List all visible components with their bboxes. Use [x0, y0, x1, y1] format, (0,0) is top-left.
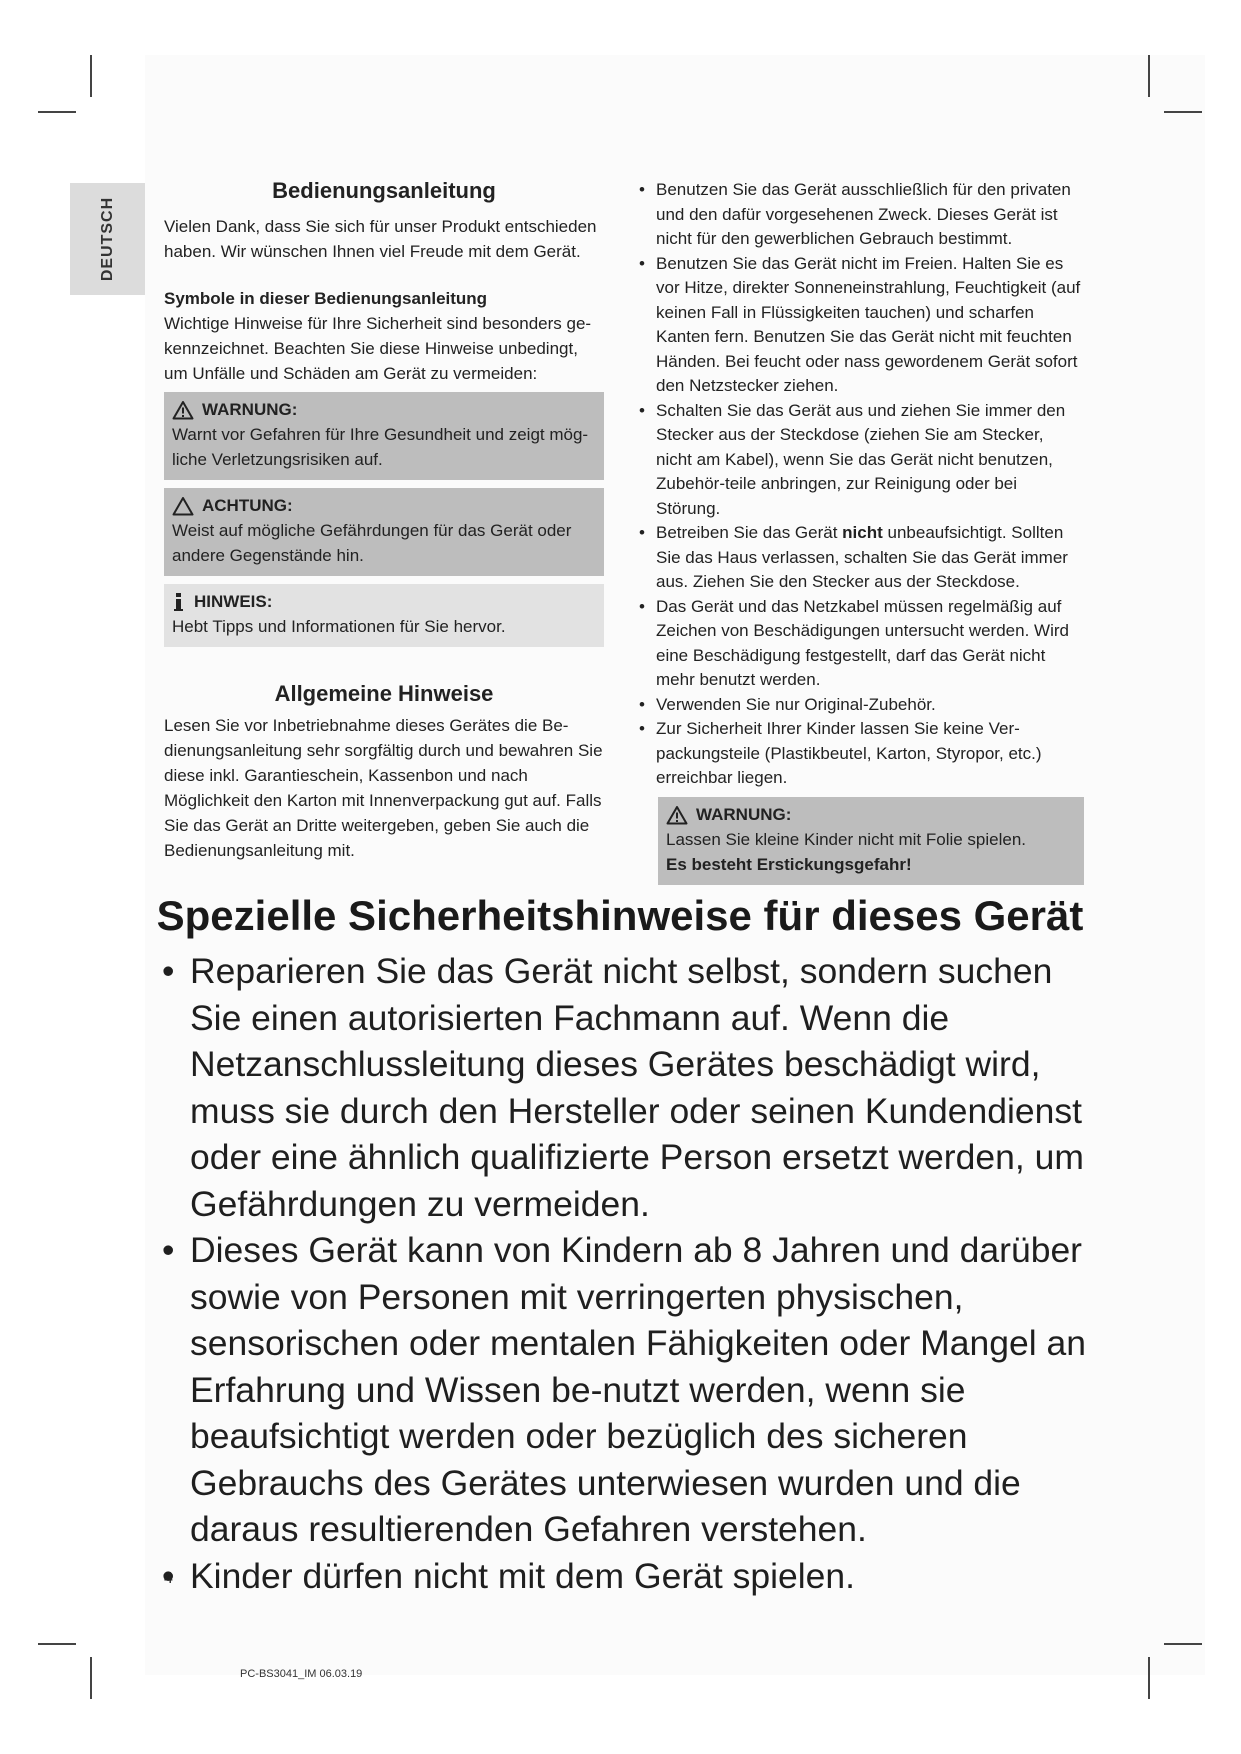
crop-mark: [90, 55, 92, 97]
warning-triangle-icon: [666, 805, 688, 825]
intro-text: Vielen Dank, dass Sie sich für unser Produkt entschieden haben. Wir wünschen Ihnen viel Freude mit dem Gerät.: [164, 217, 597, 261]
child-warning-text: Lassen Sie kleine Kinder nicht mit Folie spielen.: [666, 829, 1027, 849]
caution-text: Weist auf mögliche Gefährdungen für das Gerät oder andere Gegenstände hin.: [172, 521, 572, 565]
crop-mark: [38, 1643, 76, 1645]
crop-mark: [1164, 111, 1202, 113]
crop-mark: [38, 111, 76, 113]
symbols-text: Wichtige Hinweise für Ihre Sicherheit sind besonders ge-kennzeichnet. Beachten Sie diese Hinweise unbedingt, um Unfälle und Schäden am Gerät zu vermeiden:: [164, 314, 592, 383]
note-label: HINWEIS:: [194, 592, 273, 611]
crop-mark: [90, 1657, 92, 1699]
caution-label: ACHTUNG:: [202, 496, 293, 515]
general-text: Lesen Sie vor Inbetriebnahme dieses Gerätes die Be-dienungsanleitung sehr sorgfältig durch und bewahren Sie diese inkl. Garantieschein, Kassenbon und nach Möglichkeit den Karton mit Innenverpackung gut auf. Falls Sie das Gerät an Dritte weitergeben, geben Sie auch die Bedienungsanleitung mit.: [164, 716, 603, 860]
child-warning-box: [658, 797, 1084, 885]
list-item: • Benutzen Sie das Gerät ausschließlich für den privaten und den dafür vorgesehenen Zweck. Dieses Gerät ist nicht für den gewerblichen Gebrauch bestimmt.: [636, 178, 1084, 252]
warning-triangle-icon: [172, 400, 194, 420]
child-warning-label: WARNUNG:: [696, 804, 792, 824]
unattended-post: unbeaufsichtigt. Sollten Sie das Haus verlassen, schalten Sie das Gerät immer aus. Ziehen Sie den Stecker aus der Steckdose.: [656, 523, 1068, 591]
left-column: [164, 178, 604, 863]
language-tab: [70, 183, 145, 295]
child-warning-bold: Es besteht Erstickungsgefahr!: [666, 854, 912, 874]
crop-mark: [1148, 55, 1150, 97]
caution-triangle-icon: [172, 496, 194, 516]
crop-mark: [1164, 1643, 1202, 1645]
warning-box: [164, 392, 604, 480]
info-icon: [172, 592, 186, 612]
list-item-unattended: [636, 521, 1084, 595]
right-column: [636, 178, 1084, 885]
list-item: • Benutzen Sie das Gerät nicht im Freien. Halten Sie es vor Hitze, direkter Sonneneinstrahlung, Feuchtigkeit (auf keinen Fall in Flüssigkeiten tauchen) und scharfen Kanten fern. Benutzen Sie das Gerät nicht mit feuchten Händen. Bei feucht oder nass gewordenem Gerät sofort den Netzstecker ziehen.: [636, 252, 1084, 399]
special-safety-title: Spezielle Sicherheitshinweise für dieses Gerät: [156, 892, 1084, 939]
list-item: • Kinder dürfen nicht mit dem Gerät spielen.: [160, 1553, 1100, 1600]
note-text: Hebt Tipps und Informationen für Sie hervor.: [172, 617, 506, 636]
caution-box: [164, 488, 604, 576]
list-item: • Reparieren Sie das Gerät nicht selbst, sondern suchen Sie einen autorisierten Fachmann auf. Wenn die Netzanschlussleitung dieses Gerätes beschädigt wird, muss sie durch den Hersteller oder seinen Kundendienst oder eine ähnlich qualifizierte Person ersetzt werden, um Gefährdungen zu vermeiden.: [160, 948, 1100, 1227]
symbols-heading: Symbole in dieser Bedienungsanleitung: [164, 289, 488, 308]
warning-label: WARNUNG:: [202, 400, 298, 419]
safety-list: [636, 178, 1084, 791]
list-item: • Das Gerät und das Netzkabel müssen regelmäßig auf Zeichen von Beschädigungen untersucht werden. Wird eine Beschädigung festgestellt, darf das Gerät nicht mehr benutzt werden.: [636, 595, 1084, 693]
footer-code: PC-BS3041_IM 06.03.19: [240, 1668, 363, 1680]
list-item: • Verwenden Sie nur Original-Zubehör.: [636, 693, 1084, 718]
list-item: • Dieses Gerät kann von Kindern ab 8 Jahren und darüber sowie von Personen mit verringerten physischen, sensorischen oder mentalen Fähigkeiten oder Mangel an Erfahrung und Wissen be-nutzt werden, wenn sie beaufsichtigt werden oder bezüglich des sicheren Gebrauchs des Gerätes unterwiesen wurden und die daraus resultierenden Gefahren verstehen.: [160, 1227, 1100, 1553]
unattended-pre: Betreiben Sie das Gerät: [656, 523, 843, 542]
note-box: [164, 584, 604, 647]
section-title-general: Allgemeine Hinweise: [274, 681, 494, 706]
warning-text: Warnt vor Gefahren für Ihre Gesundheit und zeigt mög-liche Verletzungsrisiken auf.: [172, 425, 589, 469]
section-title-manual: Bedienungsanleitung: [272, 178, 496, 203]
unattended-bold: nicht: [842, 523, 883, 542]
special-safety-list: [160, 948, 1100, 1599]
page-number: 4: [164, 1570, 173, 1587]
language-tab-label: DEUTSCH: [98, 196, 116, 282]
list-item: • Schalten Sie das Gerät aus und ziehen Sie immer den Stecker aus der Steckdose (ziehen Sie am Stecker, nicht am Kabel), wenn Sie das Gerät nicht benutzen, Zubehör-teile anbringen, zur Reinigung oder bei Störung.: [636, 399, 1084, 522]
crop-mark: [1148, 1657, 1150, 1699]
list-item: • Zur Sicherheit Ihrer Kinder lassen Sie keine Ver-packungsteile (Plastikbeutel, Karton, Styropor, etc.) erreichbar liegen.: [636, 717, 1084, 791]
